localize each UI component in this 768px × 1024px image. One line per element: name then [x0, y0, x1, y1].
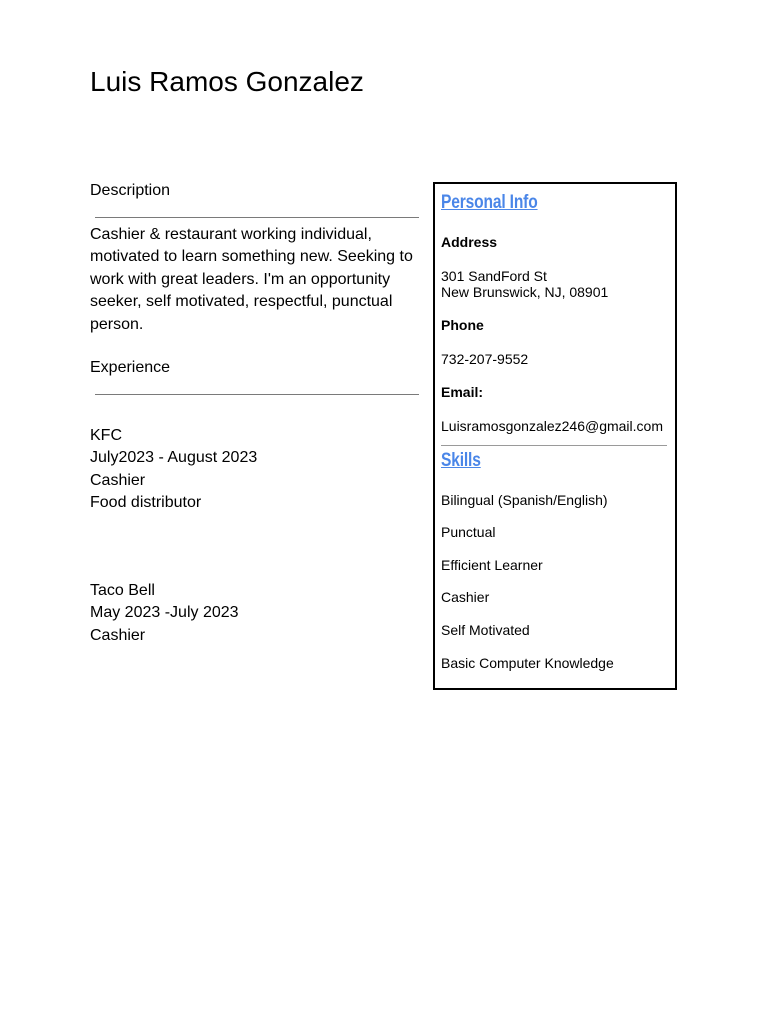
phone-label: Phone — [441, 317, 484, 333]
skill-item: Efficient Learner — [441, 557, 543, 573]
description-divider — [95, 217, 419, 218]
job-role: Cashier — [90, 626, 146, 644]
skill-item: Punctual — [441, 524, 496, 540]
job-dates: July2023 - August 2023 — [90, 449, 258, 467]
candidate-name: Luis Ramos Gonzalez — [90, 66, 364, 97]
address-label: Address — [441, 234, 498, 250]
personal-info-sidebar — [433, 182, 677, 690]
job-detail: Food distributor — [90, 494, 202, 512]
address-line-1: 301 SandFord St — [441, 268, 547, 284]
email-value: Luisramosgonzalez246@gmail.com — [441, 418, 663, 434]
skill-item: Basic Computer Knowledge — [441, 655, 614, 671]
description-text: Cashier & restaurant working individual, motivated to learn something new. Seeking to work with great leaders. I'm an opportunity seeker, self motivated, respectful, punctual person. — [90, 226, 413, 333]
job-dates: May 2023 -July 2023 — [90, 604, 239, 622]
job-role: Cashier — [90, 471, 146, 489]
sidebar-divider — [441, 445, 667, 446]
skill-item: Bilingual (Spanish/English) — [441, 492, 608, 508]
address-line-2: New Brunswick, NJ, 08901 — [441, 284, 609, 300]
job-entry-taco-bell — [90, 580, 425, 647]
experience-heading: Experience — [90, 359, 171, 376]
personal-info-title: Personal Info — [441, 192, 538, 213]
email-label: Email: — [441, 384, 484, 400]
skill-item: Self Motivated — [441, 622, 530, 638]
skills-title: Skills — [441, 450, 481, 471]
job-company: KFC — [90, 427, 122, 444]
description-heading: Description — [90, 182, 171, 199]
skill-item: Cashier — [441, 589, 490, 605]
phone-value: 732-207-9552 — [441, 351, 529, 367]
job-entry-kfc — [90, 425, 425, 515]
experience-divider — [95, 394, 419, 395]
job-company: Taco Bell — [90, 582, 155, 599]
